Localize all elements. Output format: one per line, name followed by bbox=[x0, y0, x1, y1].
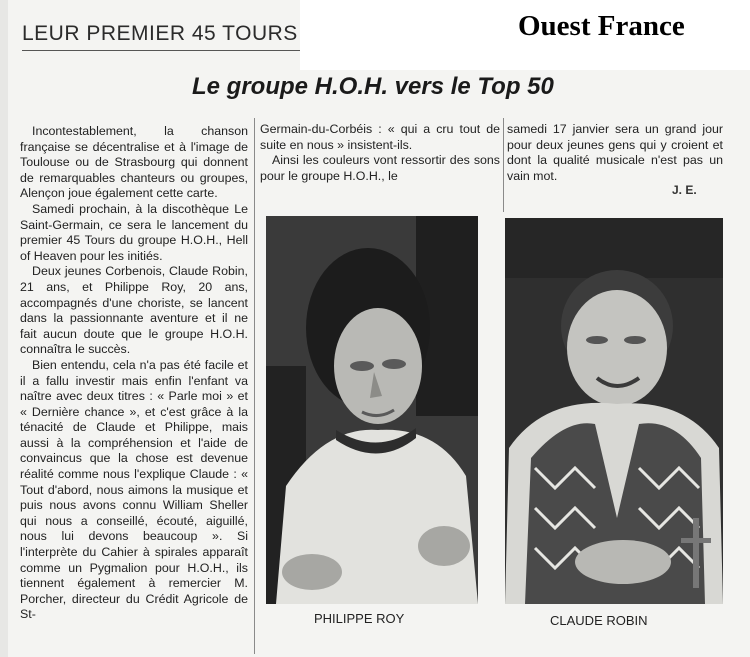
article-headline: Le groupe H.O.H. vers le Top 50 bbox=[192, 73, 554, 100]
photo-claude-robin bbox=[505, 218, 723, 604]
kicker-underline bbox=[22, 50, 307, 51]
portrait-image bbox=[266, 216, 478, 604]
article-column-1 bbox=[20, 124, 248, 623]
section-kicker: LEUR PREMIER 45 TOURS bbox=[22, 22, 298, 45]
newspaper-source: Ouest France bbox=[518, 10, 685, 42]
column-divider bbox=[254, 118, 255, 654]
article-column-3 bbox=[507, 122, 723, 184]
photo-philippe-roy bbox=[266, 216, 478, 604]
photo-caption: CLAUDE ROBIN bbox=[550, 613, 648, 628]
paragraph: Ainsi les couleurs vont ressortir des sons pour le groupe H.O.H., le bbox=[260, 153, 500, 183]
paragraph: Incontestablement, la chanson française se décentralise et à l'image de Toulouse ou de Strasbourg qui donnent de remarquables chanteurs ou groupes, Alençon joue également cette carte. bbox=[20, 124, 248, 201]
article-column-2 bbox=[260, 122, 500, 184]
paragraph: Deux jeunes Corbenois, Claude Robin, 21 ans, et Philippe Roy, 20 ans, accompagnés d'une choriste, se lancent dans la passionnante aventure et il ne fait aucun doute que le groupe H.O.H. connaîtra le succès. bbox=[20, 264, 248, 357]
paragraph: Bien entendu, cela n'a pas été facile et il a fallu investir mais enfin l'enfant va naître avec deux titres : « Parle moi » et « Dernière chance », et c'est grâce à la ténacité de Claude et Philippe, mais aussi à la compréhension et l'aide de convaincus que la chose est devenue réalité comme nous l'explique Claude : « Tout d'abord, nous aimons la musique et puis nous avons connu William Sheller qui nous a conseillé, écouté, aiguillé, nous lui devons beaucoup ». Si l'interprète du Cahier à spirales apparaît comme un Pygmalion pour H.O.H., ils tiennent également à remercier M. Porcher, directeur du Crédit Agricole de St- bbox=[20, 357, 248, 622]
author-signature: J. E. bbox=[672, 183, 697, 197]
clipping-edge bbox=[0, 0, 8, 657]
paragraph: Samedi prochain, à la discothèque Le Saint-Germain, ce sera le lancement du premier 45 Tours du groupe H.O.H., Hell of Heaven pour les initiés. bbox=[20, 201, 248, 263]
photo-caption: PHILIPPE ROY bbox=[314, 611, 405, 626]
portrait-image bbox=[505, 218, 723, 604]
paragraph: samedi 17 janvier sera un grand jour pour deux jeunes gens qui y croient et dont la qualité musicale n'est pas un vain mot. bbox=[507, 122, 723, 183]
paragraph: Germain-du-Corbéis : « qui a cru tout de suite en nous » insistent-ils. bbox=[260, 122, 500, 152]
column-divider bbox=[503, 118, 504, 212]
